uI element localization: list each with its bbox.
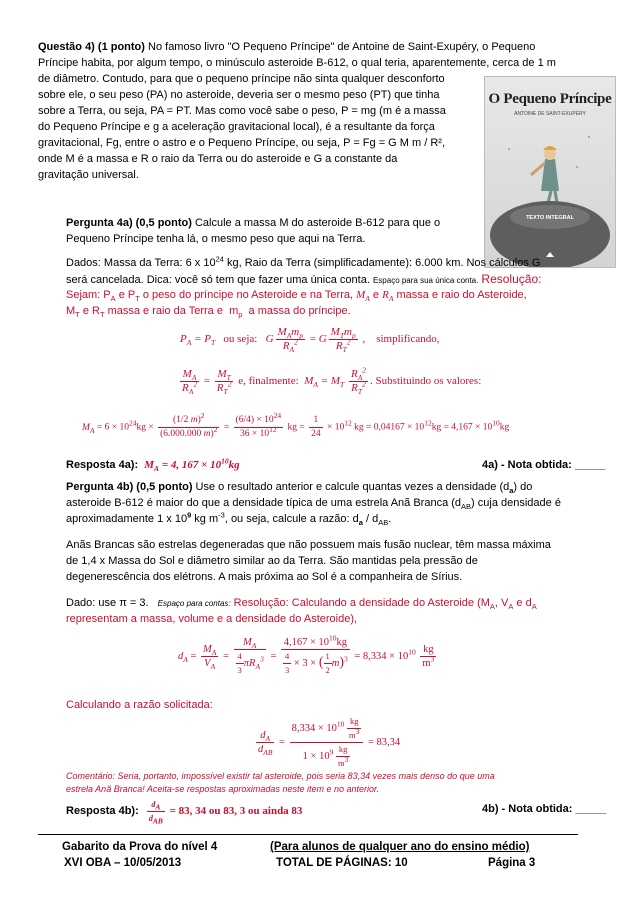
footer-page: Página 3 xyxy=(488,857,536,869)
p4b-lead: Pergunta 4b) (0,5 ponto) xyxy=(66,481,193,493)
q4-line1: No famoso livro "O Pequeno Príncipe" de Antoine de Saint-Exupéry, o Pequeno xyxy=(148,41,536,53)
p4b-anas1: Anãs Brancas são estrelas degeneradas que não possuem mais fusão nuclear, têm massa máxima xyxy=(66,539,551,551)
footer-left-2: XVI OBA – 10/05/2013 xyxy=(64,857,182,869)
question-4-intro xyxy=(38,40,610,56)
q4-line5: sobre a Terra, ou seja, PA = PT. Mas como você sabe o peso, P = mg (m é a massa xyxy=(38,105,446,117)
p4a-equation-2: $\frac{M_A}{R_A^2}$ = $\frac{M_T}{R_T^2}$ e, finalmente: $M_A = M_T$ $\frac{R_A^2}{R_T^2}$ . Substituindo os valores: xyxy=(182,365,482,397)
p4a-resol3: $M_T$ e $R_T$ massa e raio da Terra e $m_p$ a massa do príncipe. xyxy=(66,305,351,320)
p4b-dado: Dado: use π = 3. xyxy=(66,597,149,609)
p4a-dados1: Dados: Massa da Terra: 6 x $10^{24}$ kg, Raio da Terra (simplificadamente): 6.000 km. Nos cálculos G xyxy=(66,254,541,269)
p4b-anas3: degenerescência dos elétrons. A mais próxima ao Sol é a companheira de Sírius. xyxy=(66,571,463,583)
p4b-calc: Calculando a razão solicitada: xyxy=(66,699,213,711)
p4b-l2: asteroide B-612 é maior do que a densidade típica de uma estrela Anã Branca $(d_{AB})$ cuja densidade é xyxy=(66,497,561,512)
p4b-answer xyxy=(66,798,302,825)
p4b-anas2: de 1,4 x Massa do Sol e diâmetro similar ao da Terra. São mantidas pela pressão de xyxy=(66,555,478,567)
little-prince-illustration xyxy=(485,117,615,267)
q4-lead: Questão 4) (1 ponto) xyxy=(38,41,145,53)
q4-line4: sobre ele, o seu peso (PA) no asteroide, deveria ser o mesmo peso (PT) que tinha xyxy=(38,89,440,101)
p4a-l1: Calcule a massa M do asteroide B-612 para que o xyxy=(194,217,441,229)
p4b-equation-1: $d_A$ = $\frac{M_A}{V_A}$ = $M_A$ $\frac{4}{3}$ $\pi R_A^3$ = $4,167 \times 10^{10}kg$ $\frac{4}{3}$ × 3 × ( $\frac{1}{2}$ m)$^3$ = $8,334 \times 10^{10}$ $\frac{kg}{m^3}$ xyxy=(178,633,435,675)
p4a-l2: Pequeno Príncipe tenha lá, o mesmo peso que aqui na Terra. xyxy=(66,233,366,245)
q4-line9: gravitação universal. xyxy=(38,169,139,181)
p4b-answer-value: $\frac{d_A}{d_{AB}}$ = 83, 34 ou 83, 3 ou ainda 83 xyxy=(148,800,303,826)
p4b-comment2: estrela Anã Branca! Aceita-se respostas aproximadas neste item e no anterior. xyxy=(66,784,380,794)
footer-divider xyxy=(38,834,578,835)
book-label: TEXTO INTEGRAL xyxy=(526,215,574,221)
p4b-resol2: representam a massa, volume e a densidade do Asteroide), xyxy=(66,613,358,625)
p4a-answer-label: Resposta 4a): xyxy=(66,459,139,471)
p4a-answer-value: $M_A = 4$, $167 \times 10^{10}kg$ xyxy=(144,456,240,474)
p4b-grade-field[interactable]: 4b) - Nota obtida: _____ xyxy=(482,803,607,815)
q4-line6: do Pequeno Príncipe e g a aceleração gravitacional local), é a resultante da força xyxy=(38,121,435,133)
p4b-comment xyxy=(66,770,614,796)
p4a-equation-3: $M_A = 6 \times 10^{24}kg$ × $\frac{(1/2 m)^2}{(6.000.000 m)^2}$ = $\frac{(6/4) \times 10^{24}}{36 \times 10^{12}}$ kg = $\frac{1}{24}$ × $10^{12}$ kg = $0,04167 \times 10^{12}kg = 4,167 \times 10^{10}kg$ xyxy=(82,410,510,439)
book-author: ANTOINE DE SAINT-EXUPÉRY xyxy=(514,111,586,117)
p4a-question xyxy=(66,216,480,232)
p4b-question: Pergunta 4b) (0,5 ponto) Use o resultado anterior e calcule quantas vezes a densidade $(d_a)$ do xyxy=(66,481,533,496)
footer-mid-1: (Para alunos de qualquer ano do ensino médio) xyxy=(270,841,530,853)
p4b-answer-label: Resposta 4b): xyxy=(66,805,139,818)
book-cover-image xyxy=(484,76,616,268)
p4a-lead: Pergunta 4a) (0,5 ponto) xyxy=(66,217,192,229)
p4a-grade-field[interactable]: 4a) - Nota obtida: _____ xyxy=(482,459,606,471)
p4b-comment1: Comentário: Seria, portanto, impossível existir tal asteroide, pois seria 83,34 vezes mais denso do que uma xyxy=(66,771,495,781)
footer-mid-2: TOTAL DE PÁGINAS: 10 xyxy=(276,857,408,869)
q4-line2: Príncipe habita, por algum tempo, o minúsculo asteroide B-612, o qual teria, aparentemente, cerca de 1 m xyxy=(38,57,556,69)
q4-line8: onde M é a massa e R o raio da Terra ou do asteroide e G a constante da xyxy=(38,153,398,165)
p4a-resolucao-label: Resolução: xyxy=(481,272,542,286)
p4a-answer xyxy=(66,456,240,474)
p4a-dados2 xyxy=(66,272,614,289)
p4a-equation-1: $P_A = P_T$ ou seja: G $\frac{M_Am_p}{R_A^2}$ = G $\frac{M_Tm_p}{R_T^2}$ , simplificando, xyxy=(180,326,440,355)
p4a-dados2a: será cancelada. Dica: você só tem que fazer uma única conta. xyxy=(66,274,370,286)
p4b-dado-line xyxy=(66,596,614,612)
p4b-resolucao: Resolução: Calculando a densidade do Asteroide ($M_A$, $V_A$ e $d_A$ xyxy=(233,597,537,612)
p4a-resol2: Sejam: $P_A$ e $P_T$ o peso do príncipe no Asteroide e na Terra, $M_A$ e $R_A$ massa e raio do Asteroide, xyxy=(66,289,527,304)
p4b-l3: aproximadamente 1 x $10^9$ kg $m^{-3}$, ou seja, calcule a razão: $d_a / d_{AB}$. xyxy=(66,510,392,528)
p4b-espaco: Espaço para contas: xyxy=(157,599,231,608)
q4-line3: de diâmetro. Contudo, para que o pequeno príncipe não sinta qualquer desconforto xyxy=(38,73,445,85)
footer-left-1: Gabarito da Prova do nível 4 xyxy=(62,841,218,853)
p4a-espaco: Espaço para sua única conta. xyxy=(372,276,479,285)
book-title: O Pequeno Príncipe xyxy=(488,91,612,107)
q4-line7: gravitacional, Fg, entre o astro e o Pequeno Príncipe, ou seja, P = Fg = G M m / R², xyxy=(38,137,445,149)
p4b-equation-2: $\frac{d_A}{d_{AB}}$ = $8,334 \times 10^{10}$ $\frac{kg}{m^3}$ $1 \times 10^9$ $\frac{kg}{m^3}$ = 83,34 xyxy=(258,716,401,768)
